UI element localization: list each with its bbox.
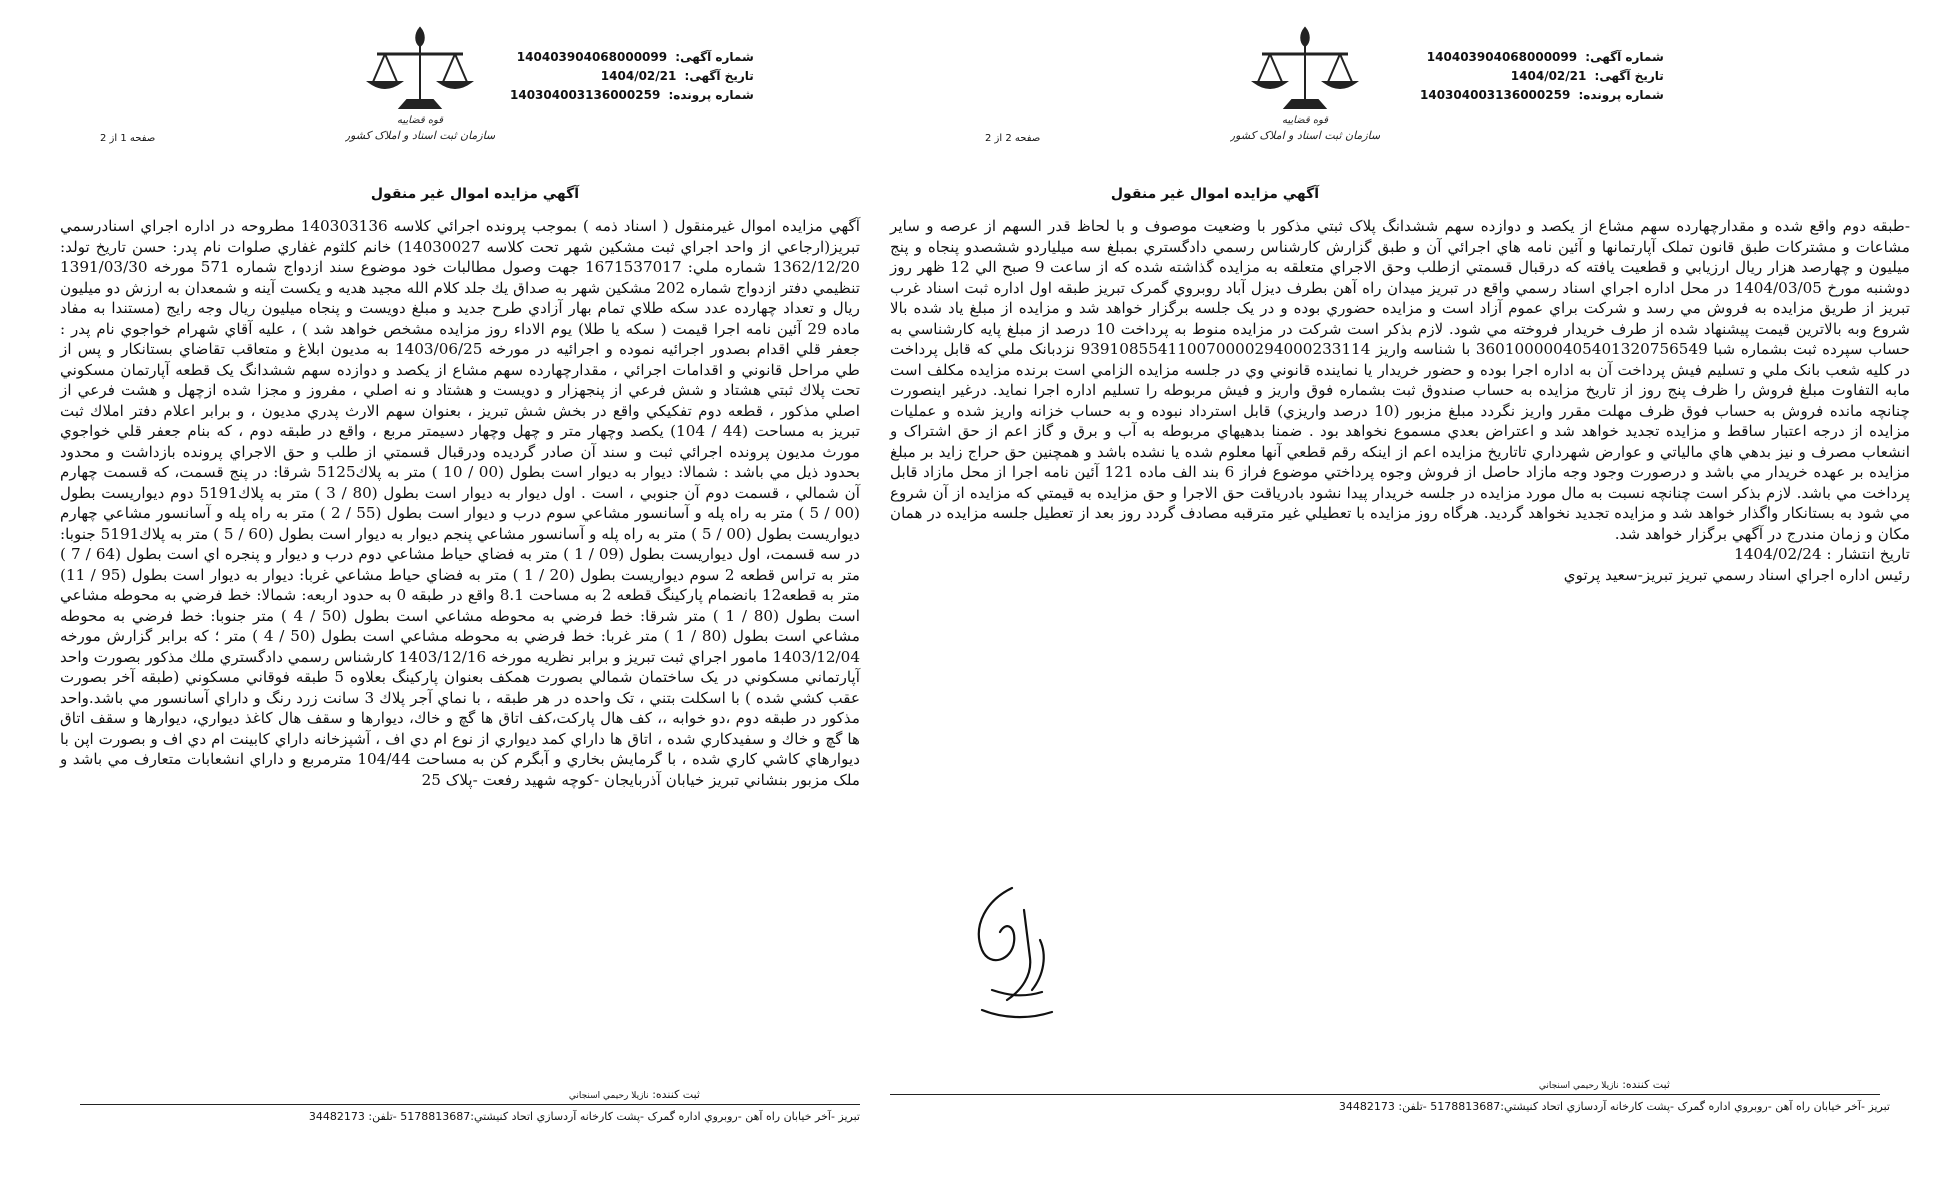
notice-title: آگهي مزايده اموال غير منقول [370,186,580,202]
registrar [1539,1078,1670,1091]
footer-divider [80,1104,860,1105]
notice-date: 1404/02/21 [1510,69,1587,83]
notice-meta [1420,48,1664,105]
notice-title: آگهي مزايده اموال غير منقول [1110,186,1320,202]
svg-text:سازمان ثبت اسناد و املاک کشور: سازمان ثبت اسناد و املاک کشور [345,129,495,142]
notice-page-2 [890,0,1920,1178]
notice-number-label: شماره آگهی: [675,50,754,64]
file-number-row [1420,86,1664,105]
svg-text:سازمان ثبت اسناد و املاک کشور: سازمان ثبت اسناد و املاک کشور [1230,129,1380,142]
svg-text:قوه قضاییه: قوه قضاییه [396,115,444,126]
notice-page-1 [60,0,890,1178]
notice-date-label: تاریخ آگهی: [684,69,754,83]
page-number: صفحه 1 از 2 [100,133,156,144]
page-number: صفحه 2 از 2 [985,133,1041,144]
notice-body-container [890,216,1910,585]
notice-number-label: شماره آگهی: [1585,50,1664,64]
page-header [890,8,1920,178]
notice-date-row [510,67,754,86]
notice-number-row [510,48,754,67]
file-number-label: شماره پرونده: [668,88,754,102]
publish-date-label: تاريخ انتشار : [1826,545,1910,563]
publish-date-row [890,544,1910,565]
notice-number: 140403904068000099 [1426,50,1578,64]
notice-date-row [1420,67,1664,86]
footer-divider [890,1094,1880,1095]
notice-number: 140403904068000099 [516,50,668,64]
file-number-row [510,86,754,105]
registrar-name: نازيلا رحيمي اسنجاني [1538,1081,1619,1091]
page-header [60,8,890,178]
registrar-label: ثبت كننده: [1622,1078,1670,1091]
notice-body: -طبقه دوم واقع شده و مقدارچهارده سهم مشاع از يكصد و دوازده سهم ششدانگ پلاک ثبتي مذكور با وضعيت موصوف و با لحاظ قدر السهم از عرصه و ساير مشاعات و مشتركات طبق قانون تملک آپارتمانها و آئين نامه هاي اجرائي آن و طبق گزارش كارشناس رسمي دادگستري بمبلغ سه ميلياردو ششصدو پنجاه و پنج ميليون و چهارصد هزار ريال ارزيابي و قطعيت يافته كه درقبال قسمتي ازطلب وحق الاجراي متعلقه به مزايده گذاشته شده كه از ساعت 9 صبح الي 12 ظهر روز دوشنبه مورخ 1404/03/05 در محل اداره اجراي اسناد رسمي واقع در تبريز ميدان راه آهن بطرف ديزل آباد روبروي گمرک تبريز طبقه اول اداره ثبت اسناد غرب تبريز از طريق مزايده به فروش مي رسد و شركت براي عموم آزاد است و مزايده حضوري بوده و در يک جلسه برگزار خواهد شد و مزايده از مبلغ ياد شده بالا شروع وبه بالاترين قيمت پيشنهاد شده از طرف خريدار فروخته مي شود. لازم بذكر است شركت در مزايده منوط به پرداخت 10 درصد از مبلغ پايه كارشناسي به حساب سپرده ثبت بشماره شبا 360100000405401320756549 با شناسه واريز 939108554110070000294000233114 نزدبانک ملي كه قابل پرداخت در كليه شعب بانک ملي و تسليم فيش پرداخت آن به اداره اجرا بوده و حضور خريدار يا نماينده قانوني وي در جلسه مزايده الزامي است برنده مزايده مكلف است مابه التفاوت مبلغ فروش را ظرف پنج روز از تاريخ مزايده به حساب صندوق ثبت بشماره فوق واريز و فيش مربوطه را تسليم اداره اجرا نمايد. درغير اينصورت چنانچه مانده فروش به حساب فوق ظرف مهلت مقرر واريز نگردد مبلغ مزبور (10 درصد واريزي) قابل استرداد نبوده و به حساب خزانه واريز شده و عمليات مزايده از درجه اعتبار ساقط و مزايده تجديد خواهد شد و اعتراض بعدي مسموع نخواهد بود . ضمنا بدهيهاي مربوطه به آب و برق و گاز اعم از حق اشتراک و انشعاب مصرف و نيز بدهي هاي مالياتي و عوارض شهرداري تاتاريخ مزايده اعم از اينكه رقم قطعي آنها معلوم شده يا نشده باشد و همچنين حق حراج زايد بر مبلغ مزايده بر عهده خريدار مي باشد و درصورت وجود وجه مازاد حاصل از فروش وجوه پرداختي موضوع فراز 6 بند الف ماده 121 آئين نامه اجرا از محل مازاد قابل پرداخت مي باشد. لازم بذكر است چنانچه نسبت به مال مورد مزايده در جلسه خريدار پيدا نشود بادرياقت حق الاجرا و حق مزايده به قيمتي كه مزايده از آن شروع مي شود به بستانكار واگذار خواهد شد و مزايده تجديد نخواهد گرديد. هرگاه روز مزايده با تعطيلي غير مترقبه مصادف گردد روز بعد از تعطيل جلسه مزايده در همان مكان و زمان مندرج در آگهي برگزار خواهد شد. [890,217,1911,543]
signer-title: رئيس اداره اجراي اسناد رسمي تبريز تبريز-سعيد پرتوي [1563,565,1910,584]
file-number: 140304003136000259 [510,88,661,102]
notice-meta [510,48,754,105]
registrar [569,1088,700,1101]
judiciary-emblem-icon [345,20,495,145]
registrar-label: ثبت كننده: [652,1088,700,1101]
handwritten-signature [952,880,1082,1034]
judiciary-emblem-icon [1230,20,1380,145]
footer-address: تبريز -آخر خيابان راه آهن -روبروي اداره گمرک -پشت كارخانه آردسازي اتحاد كنيشتي:5178813687 -تلفن: 34482173 [1338,1100,1890,1113]
file-number-label: شماره پرونده: [1578,88,1664,102]
publish-date: 1404/02/24 [1734,545,1822,563]
file-number: 140304003136000259 [1420,88,1571,102]
notice-date-label: تاریخ آگهی: [1594,69,1664,83]
registrar-name: نازيلا رحيمي اسنجاني [568,1091,649,1101]
svg-text:قوه قضاییه: قوه قضاییه [1281,115,1329,126]
notice-body: آگهي مزايده اموال غيرمنقول ( اسناد ذمه ) بموجب پرونده اجرائي كلاسه 140303136 مطروحه در اداره اجراي اسنادرسمي تبريز(ارجاعي از واحد اجراي ثبت مشكين شهر تحت كلاسه 14030027) خانم كلثوم غفاري صلوات نام پدر: حسن تاريخ تولد: 1362/12/20 شماره ملي: 1671537017 جهت وصول مطالبات خود موضوع سند ازدواج شماره 571 مورخه 1391/03/30 تنظيمي دفتر ازدواج شماره 202 مشكين شهر به صداق يك جلد كلام الله مجيد هديه و يكست آينه و شمعدان به ارزش دو ميليون ريال و تعداد چهارده عدد سكه طلاي تمام بهار آزادي طرح جديد و مبلغ دويست و پنجاه ميليون ريال وجه رايج (مستندا به مفاد ماده 29 آئين نامه اجرا قيمت ( سكه يا طلا) يوم الاداء روز مزايده مشخص خواهد شد ) ، عليه آقاي شهرام خواجوي نام پدر : جعفر قلي اقدام بصدور اجرائيه نموده و اجرائيه در مورخه 1403/06/25 به مديون ابلاغ و متعاقب تقاضاي بستانكار و پس از طي مراحل قانوني و اقدامات اجرائي ، مقدارچهارده سهم مشاع از يكصد و دوازده سهم ششدانگ يک قطعه آپارتمان مسكوني تحت پلاك ثبتي هشتاد و شش فرعي از پنجهزار و دويست و هشتاد و نه اصلي ، مفروز و مجزا شده ازچهل و هشت فرعي از اصلي مذكور ، قطعه دوم تفكيكي واقع در بخش شش تبريز ، بعنوان سهم الارث پدري مديون ، و برابر اعلام دفتر املاك ثبت تبريز به مساحت (44 / 104) يكصد وچهار متر و چهل وچهار دسيمتر مربع ، واقع در طبقه دوم ، كه بنام جعفر قلي خواجوي مورث مديون پرونده اجرائي ثبت و سند آن صادر گرديده ودرقبال قسمتي از طلب و حق الاجراي پرونده بازداشت و محدود بحدود ذيل مي باشد : شمالا: ديوار به ديوار است بطول (00 / 10 ) متر به پلاك5125 شرقا: در پنج قسمت، كه قسمت چهارم آن شمالي ، قسمت دوم آن جنوبي ، است . اول ديوار به ديوار است بطول (80 / 3 ) متر به پلاك5191 دوم ديواريست بطول (00 / 5 ) متر به راه پله و آسانسور مشاعي سوم درب و ديوار است بطول (55 / 2 ) متر به راه پله و آسانسور مشاعي چهارم ديواريست بطول (00 / 5 ) متر به راه پله و آسانسور مشاعي پنجم ديوار به ديوار است بطول (60 / 5 ) متر به پلاك5191 جنوبا: در سه قسمت، اول ديواريست بطول (09 / 1 ) متر به فضاي حياط مشاعي دوم درب و ديوار و پنجره اي است بطول (64 / 7 ) متر به تراس قطعه 2 سوم ديواريست بطول (20 / 1 ) متر به فضاي حياط مشاعي غربا: ديوار به ديوار است بطول (95 / 11) متر به قطعه12 بانضمام پاركينگ قطعه 2 به مساحت 8.1 واقع در طبقه 0 به حدود اربعه: شمالا: خط فرضي به محوطه مشاعي است بطول (80 / 1 ) متر شرقا: خط فرضي به محوطه مشاعي است بطول (50 / 4 ) متر جنوبا: خط فرضي به محوطه مشاعي است بطول (80 / 1 ) متر غربا: خط فرضي به محوطه مشاعي است بطول (50 / 4 ) متر ؛ كه برابر گزارش مورخه 1403/12/04 مامور اجراي ثبت تبريز و برابر نظريه مورخه 1403/12/16 كارشناس رسمي دادگستري ملك مذكور بصورت واحد آپارتماني مسكوني در يک ساختمان شمالي بصورت همكف بعنوان پاركينگ بعلاوه 5 طبقه فوقاني مسكوني (طبقه آخر بصورت عقب كشي شده ) با اسكلت بتني ، تک واحده در هر طبقه ، با نماي آجر پلاك 3 سانت زرد رنگ و داراي آسانسور مي باشد.واحد مذكور در طبقه دوم ،دو خوابه ،، كف هال پاركت،كف اتاق ها گچ و خاك، ديوارها و سقف هال كاغذ ديواري، ديوارها و سقف اتاق ها گچ و خاك و سفيدكاري شده ، اتاق ها داراي كمد ديواري از نوع ام دي اف ، آشپزخانه داراي كابينت ام دي اف و بصورت اپن با ديوارهاي كاشي كاري شده ، با گرمايش بخاري و آبگرم كن به مساحت 104/44 مترمربع و داراي انشعابات متعارف مي باشد و ملک مزبور بنشاني تبريز خيابان آذربايجان -كوچه شهيد رفعت -پلاک 25 [60,217,861,789]
footer-address: تبريز -آخر خيابان راه آهن -روبروي اداره گمرک -پشت كارخانه آردسازي اتحاد كنيشتي:5178813687 -تلفن: 34482173 [308,1110,860,1123]
notice-number-row [1420,48,1664,67]
notice-date: 1404/02/21 [600,69,677,83]
